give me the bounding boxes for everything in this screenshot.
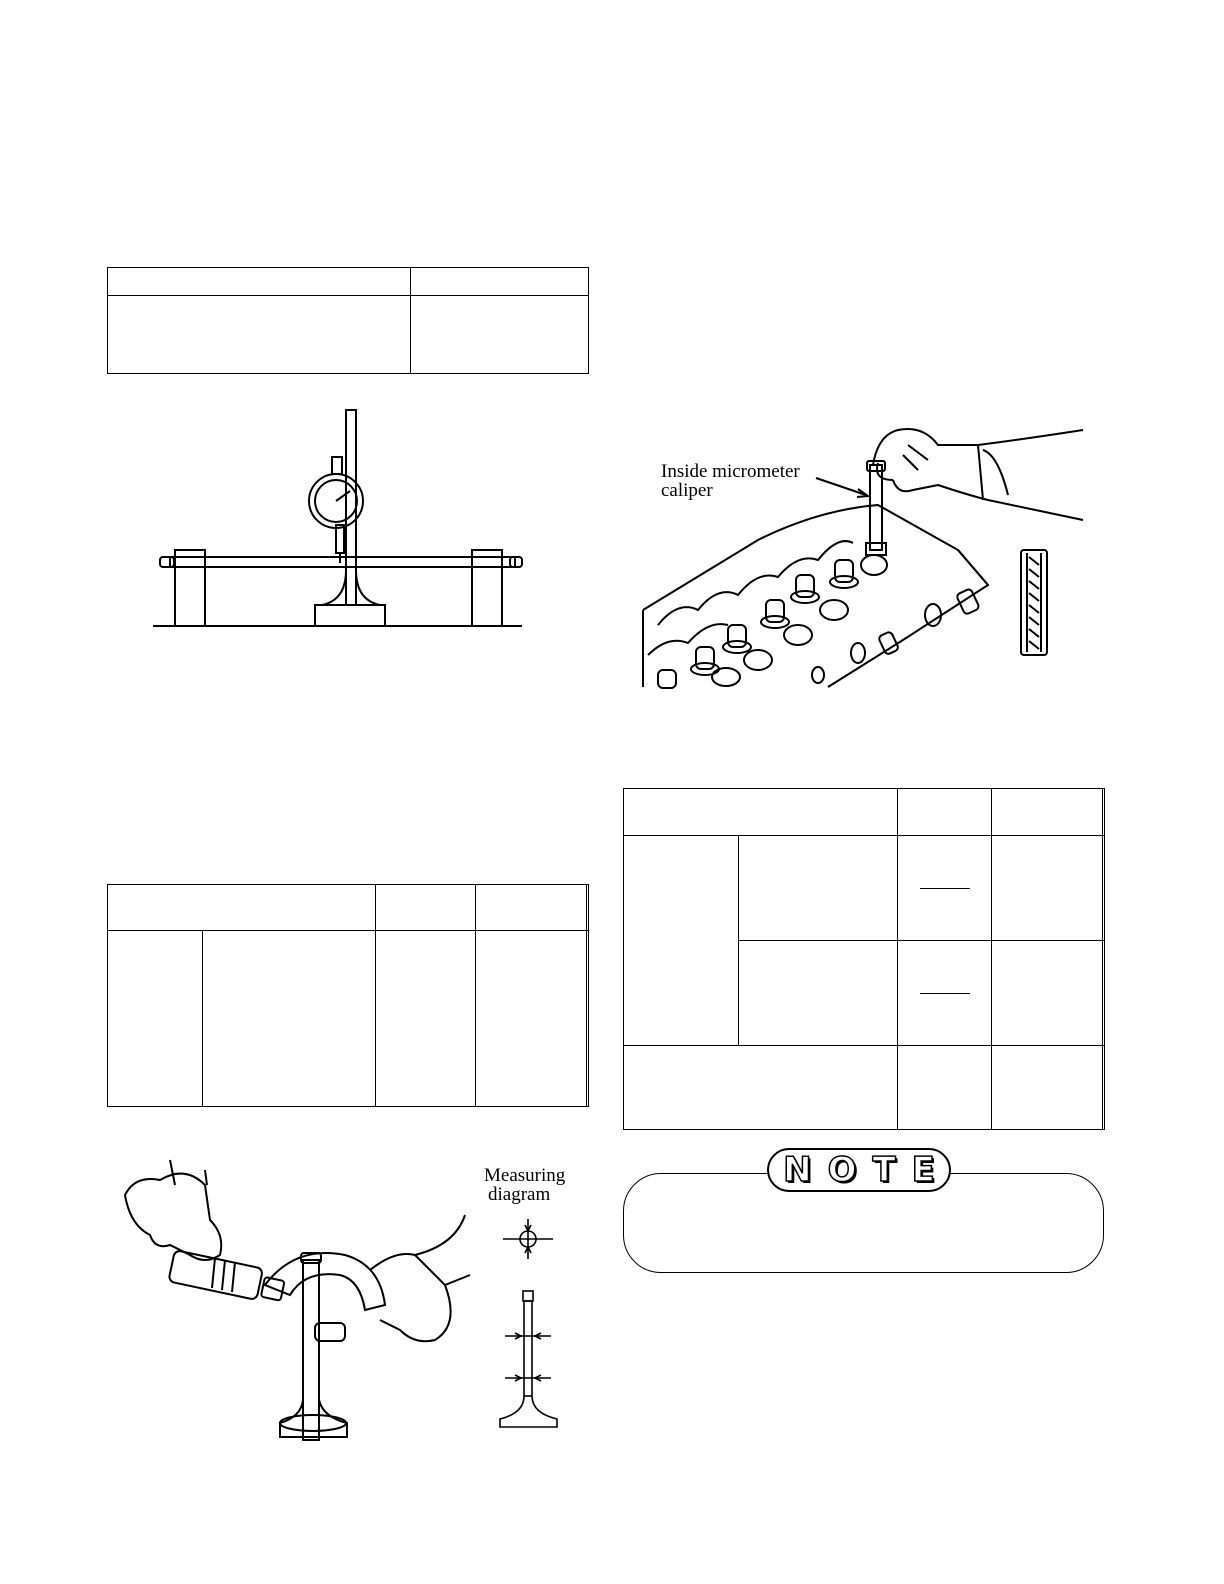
table-right [623, 788, 1105, 1130]
micrometer-label-line2: caliper [661, 480, 713, 501]
table-left-lower [107, 884, 589, 1107]
table-cell [203, 931, 376, 1107]
table-cell [992, 836, 1103, 941]
table-top-left [107, 267, 589, 374]
table-cell [624, 789, 898, 836]
table-cell [1103, 789, 1105, 836]
dial-gauge-figure [150, 405, 530, 635]
table-cell [476, 931, 587, 1107]
table-cell [411, 296, 589, 374]
table-cell [624, 836, 739, 1046]
note-title: NOTE [767, 1148, 951, 1192]
dash-line [920, 888, 970, 889]
table-cell [992, 941, 1103, 1046]
table-cell [587, 931, 589, 1107]
table-cell [898, 941, 992, 1046]
table-cell [898, 836, 992, 941]
table-cell [992, 1046, 1103, 1130]
valve-stem-micrometer-figure [115, 1155, 475, 1445]
table-cell [1103, 1046, 1105, 1130]
micrometer-label-line1: Inside micrometer [661, 461, 800, 482]
dash-line [920, 993, 970, 994]
table-cell [108, 885, 376, 931]
table-cell [898, 1046, 992, 1130]
table-cell [898, 789, 992, 836]
table-cell [476, 885, 587, 931]
table-cell [1103, 941, 1105, 1046]
table-cell [108, 268, 411, 296]
table-cell [739, 836, 898, 941]
table-cell [108, 931, 203, 1107]
table-cell [992, 789, 1103, 836]
table-cell [587, 885, 589, 931]
table-cell [376, 931, 476, 1107]
table-cell [108, 296, 411, 374]
measuring-diagram-label [484, 1166, 565, 1204]
cylinder-head-figure [638, 425, 1088, 690]
table-cell [1103, 836, 1105, 941]
table-cell [624, 1046, 898, 1130]
measuring-diagram-figure [495, 1205, 565, 1435]
measuring-label-line1: Measuring [484, 1165, 566, 1186]
table-cell [411, 268, 589, 296]
table-cell [376, 885, 476, 931]
table-cell [739, 941, 898, 1046]
measuring-label-line2: diagram [488, 1184, 551, 1205]
